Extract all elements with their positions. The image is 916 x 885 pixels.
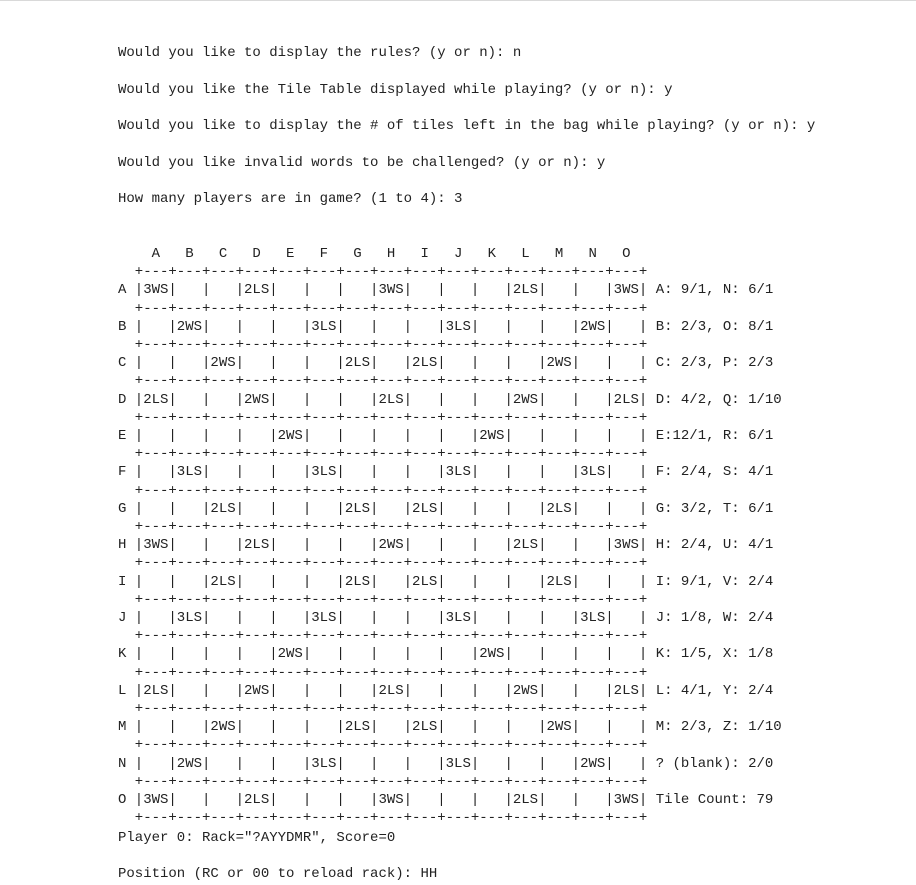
board-border: +---+---+---+---+---+---+---+---+---+---+---+---+---+---+---+ [118, 409, 648, 426]
prompt-player-count: How many players are in game? (1 to 4): 3 [118, 191, 463, 207]
board-row-l: L |2LS| | |2WS| | | |2LS| | | |2WS| | |2LS| L: 4/1, Y: 2/4 [118, 682, 774, 699]
board-border: +---+---+---+---+---+---+---+---+---+---+---+---+---+---+---+ [118, 737, 648, 754]
board-border: +---+---+---+---+---+---+---+---+---+---+---+---+---+---+---+ [118, 373, 648, 390]
prompt-tiles-left: Would you like to display the # of tiles left in the bag while playing? (y or n): y [118, 118, 816, 134]
board-row-i: I | | |2LS| | | |2LS| |2LS| | | |2LS| | | I: 9/1, V: 2/4 [118, 573, 774, 590]
board-border: +---+---+---+---+---+---+---+---+---+---+---+---+---+---+---+ [118, 446, 648, 463]
board-row-f: F | |3LS| | | |3LS| | | |3LS| | | |3LS| | F: 2/4, S: 4/1 [118, 464, 774, 481]
board-row-k: K | | | | |2WS| | | | | |2WS| | | | | K: 1/5, X: 1/8 [118, 646, 774, 663]
board-border: +---+---+---+---+---+---+---+---+---+---+---+---+---+---+---+ [118, 300, 648, 317]
board-row-o: O |3WS| | |2LS| | | |3WS| | | |2LS| | |3WS| Tile Count: 79 [118, 792, 774, 809]
board-border: +---+---+---+---+---+---+---+---+---+---+---+---+---+---+---+ [118, 337, 648, 354]
player-status: Player 0: Rack="?AYYDMR", Score=0 [118, 830, 396, 846]
board-row-e: E | | | | |2WS| | | | | |2WS| | | | | E:12/1, R: 6/1 [118, 428, 774, 445]
prompt-tile-table: Would you like the Tile Table displayed while playing? (y or n): y [118, 82, 673, 98]
scrabble-board [118, 245, 782, 828]
board-border: +---+---+---+---+---+---+---+---+---+---+---+---+---+---+---+ [118, 555, 648, 572]
board-row-g: G | | |2LS| | | |2LS| |2LS| | | |2LS| | | G: 3/2, T: 6/1 [118, 500, 774, 517]
board-border: +---+---+---+---+---+---+---+---+---+---+---+---+---+---+---+ [118, 773, 648, 790]
board-border: +---+---+---+---+---+---+---+---+---+---+---+---+---+---+---+ [118, 664, 648, 681]
board-row-c: C | | |2WS| | | |2LS| |2LS| | | |2WS| | | C: 2/3, P: 2/3 [118, 355, 774, 372]
board-row-h: H |3WS| | |2LS| | | |2WS| | | |2LS| | |3WS| H: 2/4, U: 4/1 [118, 537, 774, 554]
prompt-display-rules: Would you like to display the rules? (y or n): n [118, 45, 522, 61]
board-row-j: J | |3LS| | | |3LS| | | |3LS| | | |3LS| | J: 1/8, W: 2/4 [118, 610, 774, 627]
board-border: +---+---+---+---+---+---+---+---+---+---+---+---+---+---+---+ [118, 482, 648, 499]
board-row-n: N | |2WS| | | |3LS| | | |3LS| | | |2WS| | ? (blank): 2/0 [118, 755, 774, 772]
position-prompt: Position (RC or 00 to reload rack): HH [118, 866, 438, 882]
board-row-a: A |3WS| | |2LS| | | |3WS| | | |2LS| | |3WS| A: 9/1, N: 6/1 [118, 282, 774, 299]
board-border: +---+---+---+---+---+---+---+---+---+---+---+---+---+---+---+ [118, 591, 648, 608]
board-border: +---+---+---+---+---+---+---+---+---+---+---+---+---+---+---+ [118, 628, 648, 645]
board-row-m: M | | |2WS| | | |2LS| |2LS| | | |2WS| | | M: 2/3, Z: 1/10 [118, 719, 782, 736]
board-border: +---+---+---+---+---+---+---+---+---+---+---+---+---+---+---+ [118, 810, 648, 827]
prompt-challenge-words: Would you like invalid words to be challenged? (y or n): y [118, 155, 606, 171]
board-border: +---+---+---+---+---+---+---+---+---+---+---+---+---+---+---+ [118, 519, 648, 536]
board-border: +---+---+---+---+---+---+---+---+---+---+---+---+---+---+---+ [118, 264, 648, 281]
board-column-header: A B C D E F G H I J K L M N O [118, 246, 631, 262]
board-border: +---+---+---+---+---+---+---+---+---+---+---+---+---+---+---+ [118, 701, 648, 718]
board-row-d: D |2LS| | |2WS| | | |2LS| | | |2WS| | |2LS| D: 4/2, Q: 1/10 [118, 391, 782, 408]
board-row-b: B | |2WS| | | |3LS| | | |3LS| | | |2WS| | B: 2/3, O: 8/1 [118, 318, 774, 335]
